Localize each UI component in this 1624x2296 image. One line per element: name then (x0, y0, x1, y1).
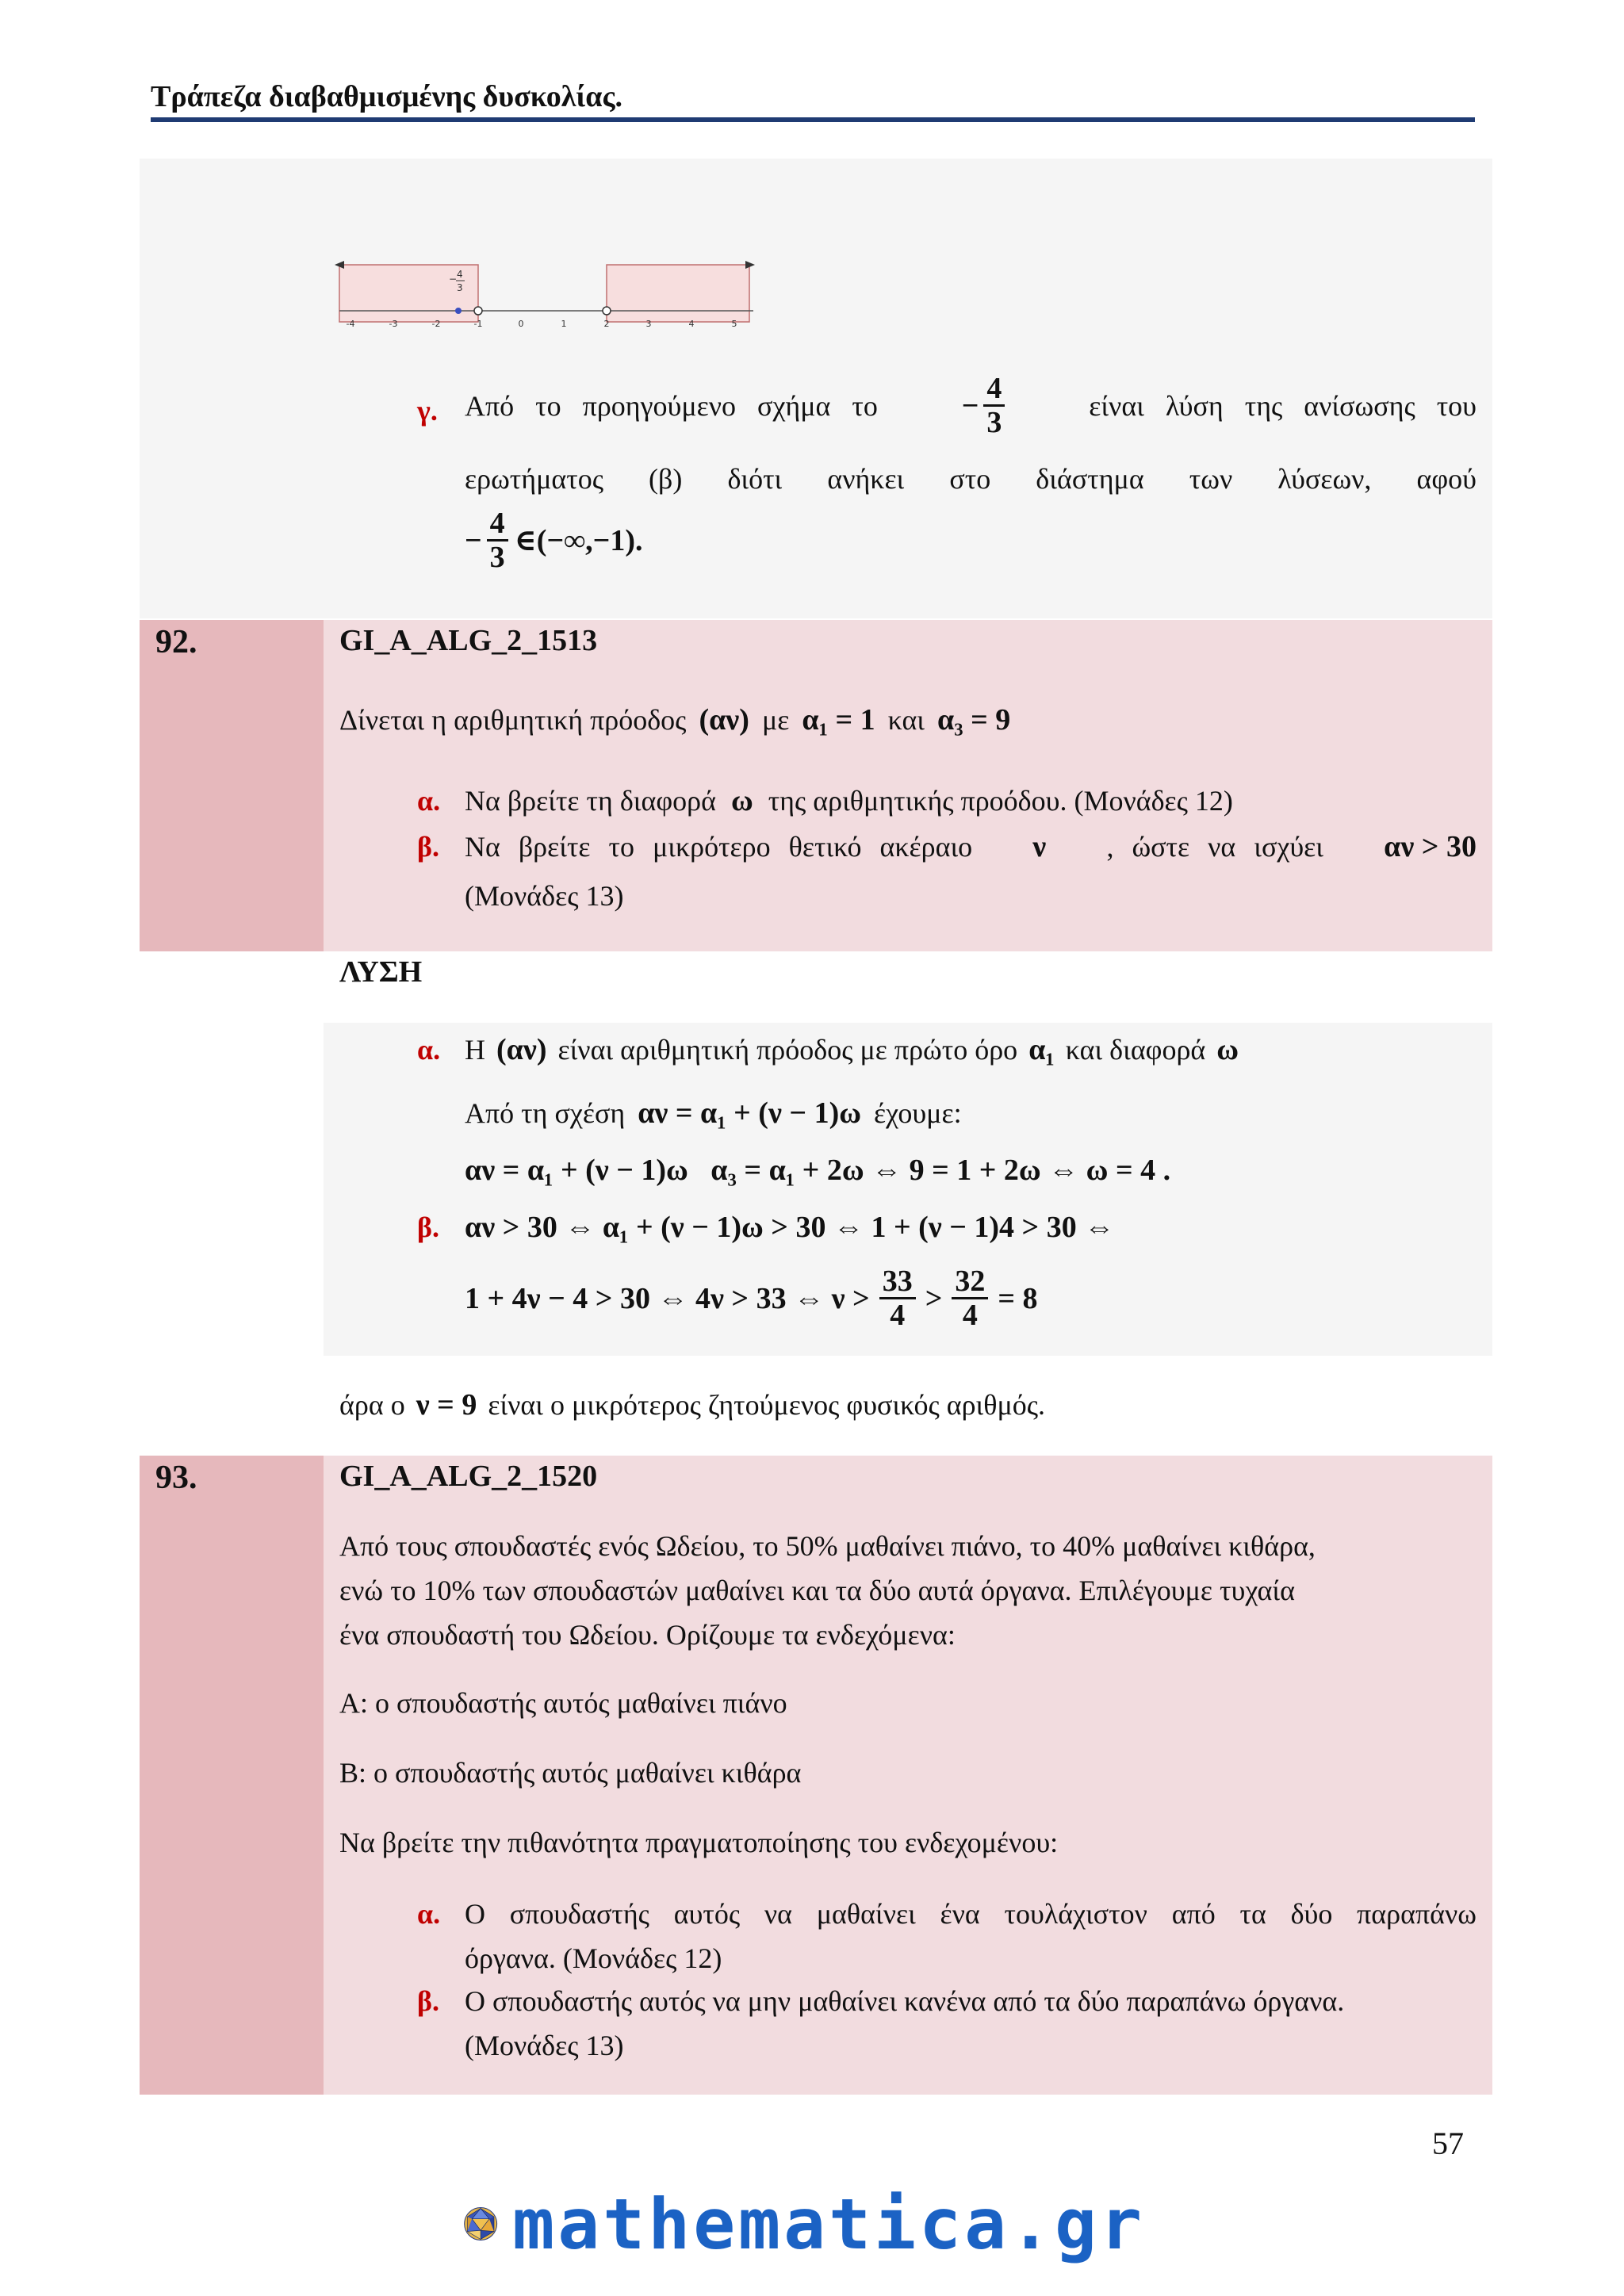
fraction-numerator: 4 (487, 507, 508, 541)
marked-point (455, 308, 462, 314)
fraction (952, 1265, 988, 1331)
fraction (879, 1265, 916, 1331)
problem-93-number-cell (140, 1456, 324, 2095)
question-line: Ο σπουδαστής αυτός να μαθαίνει ένα τουλάχιστον από τα δύο παραπάνω (465, 1898, 1477, 1930)
problem-93-paragraph (339, 1524, 1481, 1657)
fraction-numerator: 32 (952, 1265, 988, 1299)
solution-text: Η (465, 1034, 485, 1066)
tick-label: 0 (518, 319, 524, 329)
fraction-denominator: 4 (962, 1299, 978, 1332)
item-label: γ. (417, 395, 438, 427)
prev-solution-text-b: είναι λύση της ανίσωσης του (1089, 389, 1477, 422)
question-b-text (465, 1979, 1477, 2068)
tick-label: 1 (561, 319, 567, 329)
fraction-group (962, 373, 1005, 438)
problem-92-number: 92. (155, 624, 197, 660)
minus-sign: − (465, 523, 482, 557)
tick-label: 5 (731, 319, 737, 329)
a1-symbol: α₁ (1028, 1033, 1055, 1066)
problem-92-intro (339, 698, 1010, 742)
prev-solution-line2: ερωτήματος (β) διότι ανήκει στο διάστημα των λύσεων, αφού (465, 463, 1477, 495)
solution-text: και διαφορά (1065, 1034, 1206, 1066)
paragraph-line: ενώ το 10% των σπουδαστών μαθαίνει και τα δύο αυτά όργανα. Επιλέγουμε τυχαία (339, 1575, 1295, 1606)
event-a-definition: Α: ο σπουδαστής αυτός μαθαίνει πιάνο (339, 1687, 787, 1719)
question-b-label: β. (417, 831, 439, 863)
question-a-label: α. (417, 785, 441, 817)
prev-solution-line1 (465, 373, 1477, 438)
fraction-denominator: 4 (890, 1299, 906, 1332)
equals-result: = 8 (998, 1281, 1038, 1315)
question-b-units: (Μονάδες 13) (465, 880, 624, 912)
a3-value: α₃ = 9 (937, 703, 1011, 737)
solution-a-label: α. (417, 1034, 441, 1066)
condition-expression: αν > 30 (1384, 830, 1477, 863)
question-line: όργανα. (Μονάδες 12) (465, 1942, 722, 1974)
a1-value: α₁ = 1 (802, 703, 875, 737)
question-a-label: α. (417, 1898, 441, 1930)
fraction (983, 373, 1005, 438)
solution-b-line2 (465, 1265, 1038, 1331)
tick-label: 4 (688, 319, 695, 329)
tick-label: -4 (346, 319, 355, 329)
problem-92-code: GI_A_ALG_2_1513 (339, 624, 598, 657)
question-b-text-part: , ώστε να ισχύει (1106, 831, 1323, 863)
problem-92-number-cell (140, 620, 324, 951)
greater-than-sign: > (925, 1281, 943, 1315)
interval-expression: ∈(−∞,−1). (514, 523, 643, 557)
probability-ask: Να βρείτε την πιθανότητα πραγματοποίησης του ενδεχομένου: (339, 1827, 1059, 1858)
event-b-definition: Β: ο σπουδαστής αυτός μαθαίνει κιθάρα (339, 1757, 802, 1789)
problem-93-number: 93. (155, 1460, 197, 1496)
fraction (487, 507, 508, 573)
general-term-formula: αν = α₁ + (ν − 1)ω (638, 1096, 862, 1130)
omega-symbol: ω (1216, 1033, 1239, 1066)
right-arrow (745, 261, 755, 269)
solution-a-line3: αν = α₁ + (ν − 1)ω α₃ = α₁ + 2ω ⇔ 9 = 1 + 2ω ⇔ ω = 4 . (465, 1154, 1171, 1187)
intro-text-b: με (761, 704, 790, 736)
omega-symbol: ω (730, 784, 753, 817)
paragraph-line: Από τους σπουδαστές ενός Ωδείου, το 50% μαθαίνει πιάνο, το 40% μαθαίνει κιθάρα, (339, 1530, 1316, 1562)
page-header-title: Τράπεζα διαβαθμισμένης δυσκολίας. (151, 80, 622, 113)
answer-expression: ν = 9 (416, 1388, 477, 1422)
icosahedron-logo-icon (463, 2171, 498, 2277)
fraction-denominator: 3 (986, 406, 1002, 439)
right-solution-region (607, 265, 749, 322)
question-line: (Μονάδες 13) (465, 2030, 624, 2061)
number-line-figure (333, 254, 761, 333)
conclusion-text: είναι ο μικρότερος ζητούμενος φυσικός αριθμός. (488, 1389, 1046, 1421)
question-b-text (465, 825, 1477, 869)
sequence-symbol: (αν) (699, 703, 749, 737)
fraction-numerator: 33 (879, 1265, 916, 1299)
header-rule (151, 117, 1475, 122)
tick-label: -2 (431, 319, 441, 329)
tick-label: 3 (645, 319, 652, 329)
question-a-text-part: της αριθμητικής προόδου. (Μονάδες 12) (768, 785, 1233, 817)
question-a-text (465, 1892, 1477, 1980)
question-a-text (465, 779, 1233, 823)
solution-text: είναι αριθμητική πρόοδος με πρώτο όρο (557, 1034, 1018, 1066)
inequality-chain: 1 + 4ν − 4 > 30 ⇔ 4ν > 33 ⇔ ν > (465, 1281, 870, 1315)
question-line: Ο σπουδαστής αυτός να μην μαθαίνει κανένα από τα δύο παραπάνω όργανα. (465, 1985, 1345, 2017)
logo-text: mathematica.gr (512, 2183, 1145, 2265)
number-line-svg (333, 254, 761, 333)
solution-conclusion (339, 1383, 1045, 1427)
tick-label: -1 (473, 319, 483, 329)
solution-b-line1: αν > 30 ⇔ α₁ + (ν − 1)ω > 30 ⇔ 1 + (ν − 1)4 > 30 ⇔ (465, 1211, 1115, 1244)
intro-text-a: Δίνεται η αριθμητική πρόοδος (339, 704, 687, 736)
paragraph-line: ένα σπουδαστή του Ωδείου. Ορίζουμε τα ενδεχόμενα: (339, 1619, 956, 1651)
minus-sign: − (961, 388, 979, 423)
fraction-numerator: 4 (983, 373, 1005, 407)
page-number: 57 (1432, 2126, 1464, 2161)
open-endpoint-left (474, 307, 482, 315)
nu-symbol: ν (1032, 830, 1047, 863)
open-endpoint-right (603, 307, 611, 315)
intro-and: και (887, 704, 925, 736)
question-b-label: β. (417, 1985, 439, 2017)
question-a-text-part: Να βρείτε τη διαφορά (465, 785, 716, 817)
problem-93-code: GI_A_ALG_2_1520 (339, 1460, 598, 1493)
sequence-symbol: (αν) (496, 1033, 547, 1066)
marker-sign: − (449, 274, 458, 285)
marker-denominator: 3 (457, 282, 463, 293)
solution-a-line2 (465, 1091, 962, 1135)
tick-label: 2 (603, 319, 610, 329)
conclusion-text: άρα ο (339, 1389, 405, 1421)
solution-heading: ΛΥΣΗ (339, 955, 423, 989)
solution-b-label: β. (417, 1211, 439, 1243)
logo[interactable] (463, 2164, 1145, 2283)
prev-solution-text-a: Από το προηγούμενο σχήμα το (465, 389, 878, 422)
question-b-text-part: Να βρείτε το μικρότερο θετικό ακέραιο (465, 831, 973, 863)
solution-text: Από τη σχέση (465, 1097, 626, 1129)
fraction-denominator: 3 (489, 541, 505, 574)
solution-a-line1 (465, 1027, 1239, 1072)
marker-numerator: 4 (457, 269, 463, 280)
solution-text: έχουμε: (874, 1097, 962, 1129)
tick-label: -3 (389, 319, 398, 329)
prev-solution-line3 (465, 507, 643, 573)
